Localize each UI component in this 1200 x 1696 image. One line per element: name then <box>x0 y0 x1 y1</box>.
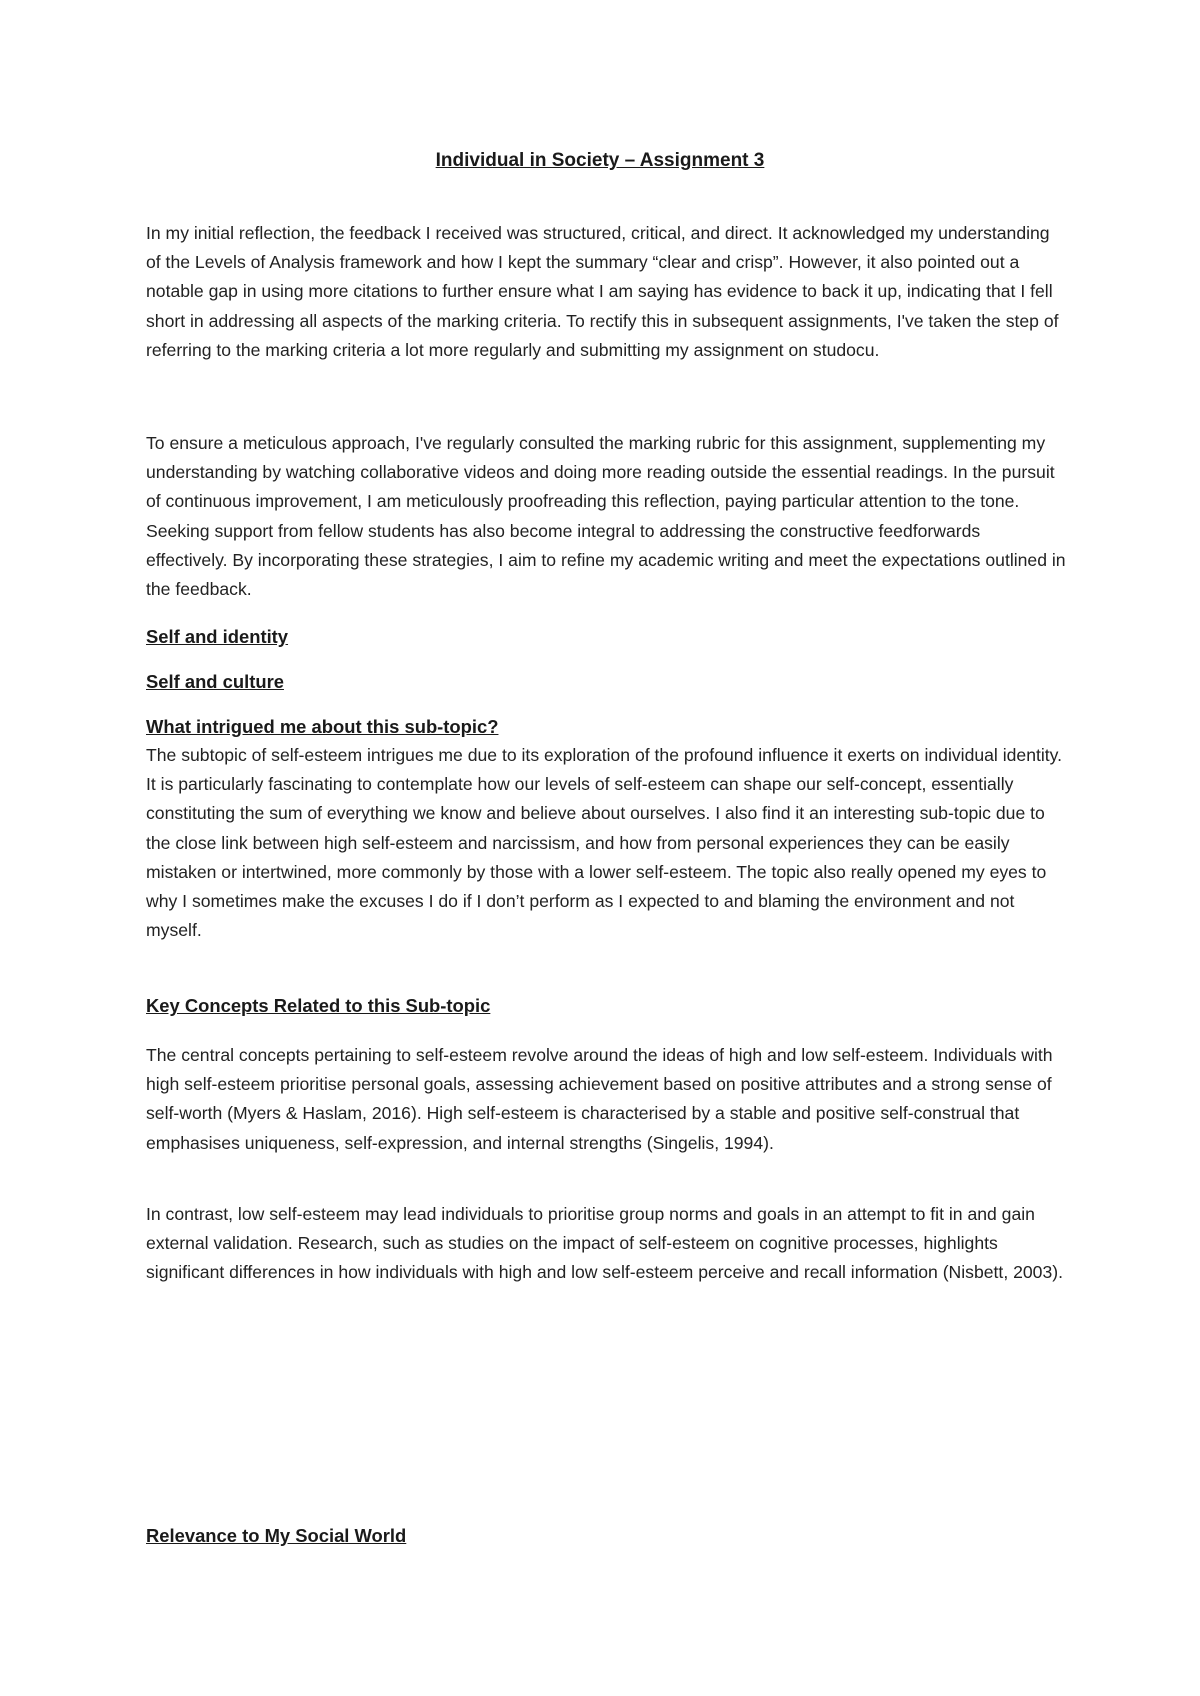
concepts-paragraph-2 <box>146 1200 1066 1288</box>
concepts-paragraph-1 <box>146 1041 1066 1158</box>
paragraph-text: The central concepts pertaining to self-esteem revolve around the ideas of high and low self-esteem. Individuals with high self-esteem prioritise personal goals, assessing achievement based on positive attributes and a strong sense of self-worth (Myers & Haslam, 2016). High self-esteem is characterised by a stable and positive self-construal that emphasises uniqueness, self-expression, and internal strengths (Singelis, 1994). <box>146 1045 1053 1153</box>
reflection-paragraph-2 <box>146 429 1066 604</box>
section-heading: Key Concepts Related to this Sub-topic <box>146 995 491 1016</box>
section-heading: What intrigued me about this sub-topic? <box>146 716 499 737</box>
section-heading: Relevance to My Social World <box>146 1525 407 1546</box>
paragraph-text: In contrast, low self-esteem may lead individuals to prioritise group norms and goals in an attempt to fit in and gain external validation. Research, such as studies on the impact of self-esteem on cognitive processes, highlights significant differences in how individuals with high and low self-esteem perceive and recall information (Nisbett, 2003). <box>146 1204 1063 1283</box>
heading-relevance <box>146 1521 1066 1550</box>
section-heading: Self and identity <box>146 626 289 647</box>
section-heading: Self and culture <box>146 671 284 692</box>
paragraph-text: To ensure a meticulous approach, I've regularly consulted the marking rubric for this assignment, supplementing my understanding by watching collaborative videos and doing more reading outside the essential readings. In the pursuit of continuous improvement, I am meticulously proofreading this reflection, paying particular attention to the tone. Seeking support from fellow students has also become integral to addressing the constructive feedforwards effectively. By incorporating these strategies, I aim to refine my academic writing and meet the expectations outlined in the feedback. <box>146 433 1066 600</box>
paragraph-text: The subtopic of self-esteem intrigues me due to its exploration of the profound influence it exerts on individual identity. It is particularly fascinating to contemplate how our levels of self-esteem can shape our self-concept, essentially constituting the sum of everything we know and believe about ourselves. I also find it an interesting sub-topic due to the close link between high self-esteem and narcissism, and how from personal experiences they can be easily mistaken or intertwined, more commonly by those with a lower self-esteem. The topic also really opened my eyes to why I sometimes make the excuses I do if I don’t perform as I expected to and blaming the environment and not myself. <box>146 745 1063 941</box>
document-title: Individual in Society – Assignment 3 <box>435 150 765 171</box>
heading-intrigue <box>146 712 1066 741</box>
heading-key-concepts <box>146 991 1066 1020</box>
paragraph-text: In my initial reflection, the feedback I received was structured, critical, and direct. It acknowledged my understanding of the Levels of Analysis framework and how I kept the summary “clear and crisp”. However, it also pointed out a notable gap in using more citations to further ensure what I am saying has evidence to back it up, indicating that I fell short in addressing all aspects of the marking criteria. To rectify this in subsequent assignments, I've taken the step of referring to the marking criteria a lot more regularly and submitting my assignment on studocu. <box>146 223 1059 360</box>
heading-self-culture <box>146 667 1066 696</box>
reflection-paragraph-1 <box>146 219 1066 365</box>
heading-self-identity <box>146 622 1066 651</box>
intrigue-paragraph <box>146 741 1066 945</box>
